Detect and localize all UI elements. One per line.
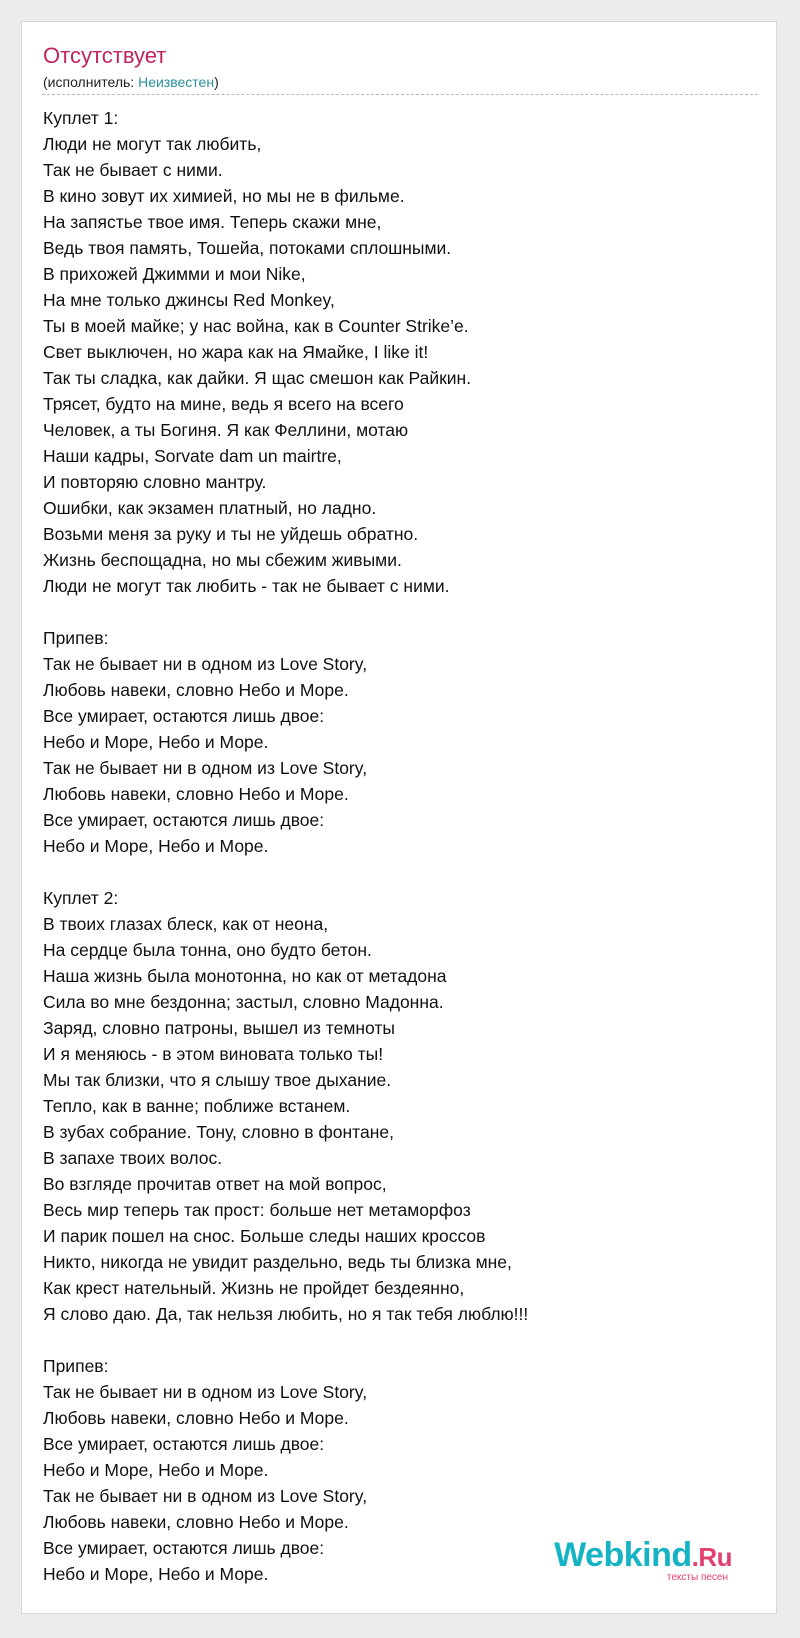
lyrics-line: Весь мир теперь так прост: больше нет метаморфоз (43, 1200, 471, 1220)
lyrics-line: Любовь навеки, словно Небо и Море. (43, 1408, 349, 1428)
lyrics-line: На запястье твое имя. Теперь скажи мне, (43, 212, 382, 232)
lyrics-line: Ведь твоя память, Тошейа, потоками сплошными. (43, 238, 452, 258)
lyrics-line: Небо и Море, Небо и Море. (43, 1460, 269, 1480)
lyrics-line: В кино зовут их химией, но мы не в фильме. (43, 186, 405, 206)
lyrics-line: Я слово даю. Да, так нельзя любить, но я так тебя люблю!!! (43, 1304, 529, 1324)
lyrics-line: Куплет 2: (43, 888, 119, 908)
lyrics-blank-line (43, 1327, 753, 1353)
brand-logo (554, 1537, 732, 1575)
lyrics-line: Сила во мне бездонна; застыл, словно Мадонна. (43, 992, 444, 1012)
lyrics-line: Ошибки, как экзамен платный, но ладно. (43, 498, 377, 518)
lyrics-line: Небо и Море, Небо и Море. (43, 1564, 269, 1584)
lyrics-line: Так не бывает с ними. (43, 160, 223, 180)
lyrics-line: Куплет 1: (43, 108, 119, 128)
lyrics-line: Припев: (43, 628, 109, 648)
lyrics-line: Возьми меня за руку и ты не уйдешь обратно. (43, 524, 419, 544)
lyrics-line: Небо и Море, Небо и Море. (43, 732, 269, 752)
brand-tagline: тексты песен (666, 1572, 728, 1583)
lyrics-line: На сердце была тонна, оно будто бетон. (43, 940, 372, 960)
lyrics-line: Во взгляде прочитав ответ на мой вопрос, (43, 1174, 387, 1194)
artist-prefix: (исполнитель: (43, 74, 139, 90)
lyrics-line: Заряд, словно патроны, вышел из темноты (43, 1018, 395, 1038)
lyrics-line: Так не бывает ни в одном из Love Story, (43, 758, 368, 778)
lyrics-line: Мы так близки, что я слышу твое дыхание. (43, 1070, 392, 1090)
artist-link[interactable]: Неизвестен (138, 74, 215, 90)
lyrics-line: Так не бывает ни в одном из Love Story, (43, 654, 368, 674)
lyrics-line: Так не бывает ни в одном из Love Story, (43, 1382, 368, 1402)
lyrics-line: Человек, а ты Богиня. Я как Феллини, мотаю (43, 420, 409, 440)
site-watermark (554, 1537, 732, 1583)
lyrics-line: Люди не могут так любить, (43, 134, 262, 154)
lyrics-line: И парик пошел на снос. Больше следы наших кроссов (43, 1226, 486, 1246)
lyrics-line: Трясет, будто на мине, ведь я всего на всего (43, 394, 404, 414)
lyrics-line: В прихожей Джимми и мои Nike, (43, 264, 306, 284)
brand-name: Webkind (554, 1536, 692, 1574)
lyrics-line: Любовь навеки, словно Небо и Море. (43, 784, 349, 804)
lyrics-line: Тепло, как в ванне; поближе встанем. (43, 1096, 351, 1116)
lyrics-line: Любовь навеки, словно Небо и Море. (43, 680, 349, 700)
lyrics-line: Наши кадры, Sorvate dam un mairtre, (43, 446, 342, 466)
lyrics-page (21, 21, 777, 1614)
lyrics-blank-line (43, 599, 753, 625)
lyrics-line: В зубах собрание. Тону, словно в фонтане, (43, 1122, 394, 1142)
lyrics-line: Все умирает, остаются лишь двое: (43, 1538, 325, 1558)
lyrics-line: Жизнь беспощадна, но мы сбежим живыми. (43, 550, 402, 570)
lyrics-text (43, 105, 753, 1587)
lyrics-line: Припев: (43, 1356, 109, 1376)
artist-line (43, 73, 219, 91)
lyrics-line: И повторяю словно мантру. (43, 472, 267, 492)
lyrics-line: Небо и Море, Небо и Море. (43, 836, 269, 856)
lyrics-line: На мне только джинсы Red Monkey, (43, 290, 335, 310)
brand-tld: .Ru (691, 1542, 732, 1572)
lyrics-blank-line (43, 859, 753, 885)
lyrics-line: Все умирает, остаются лишь двое: (43, 706, 325, 726)
lyrics-line: Никто, никогда не увидит раздельно, ведь ты близка мне, (43, 1252, 512, 1272)
lyrics-line: Любовь навеки, словно Небо и Море. (43, 1512, 349, 1532)
lyrics-line: Как крест нательный. Жизнь не пройдет бездеянно, (43, 1278, 465, 1298)
title-divider (42, 94, 758, 95)
lyrics-line: В запахе твоих волос. (43, 1148, 223, 1168)
lyrics-line: Так ты сладка, как дайки. Я щас смешон как Райкин. (43, 368, 472, 388)
lyrics-line: Наша жизнь была монотонна, но как от метадона (43, 966, 447, 986)
lyrics-line: В твоих глазах блеск, как от неона, (43, 914, 329, 934)
lyrics-line: Все умирает, остаются лишь двое: (43, 1434, 325, 1454)
lyrics-line: Ты в моей майке; у нас война, как в Counter Strike’e. (43, 316, 469, 336)
lyrics-line: Так не бывает ни в одном из Love Story, (43, 1486, 368, 1506)
song-title: Отсутствует (43, 43, 167, 68)
lyrics-line: Свет выключен, но жара как на Ямайке, I like it! (43, 342, 429, 362)
lyrics-line: Люди не могут так любить - так не бывает с ними. (43, 576, 450, 596)
lyrics-line: Все умирает, остаются лишь двое: (43, 810, 325, 830)
artist-suffix: ) (214, 74, 219, 90)
lyrics-line: И я меняюсь - в этом виновата только ты! (43, 1044, 384, 1064)
